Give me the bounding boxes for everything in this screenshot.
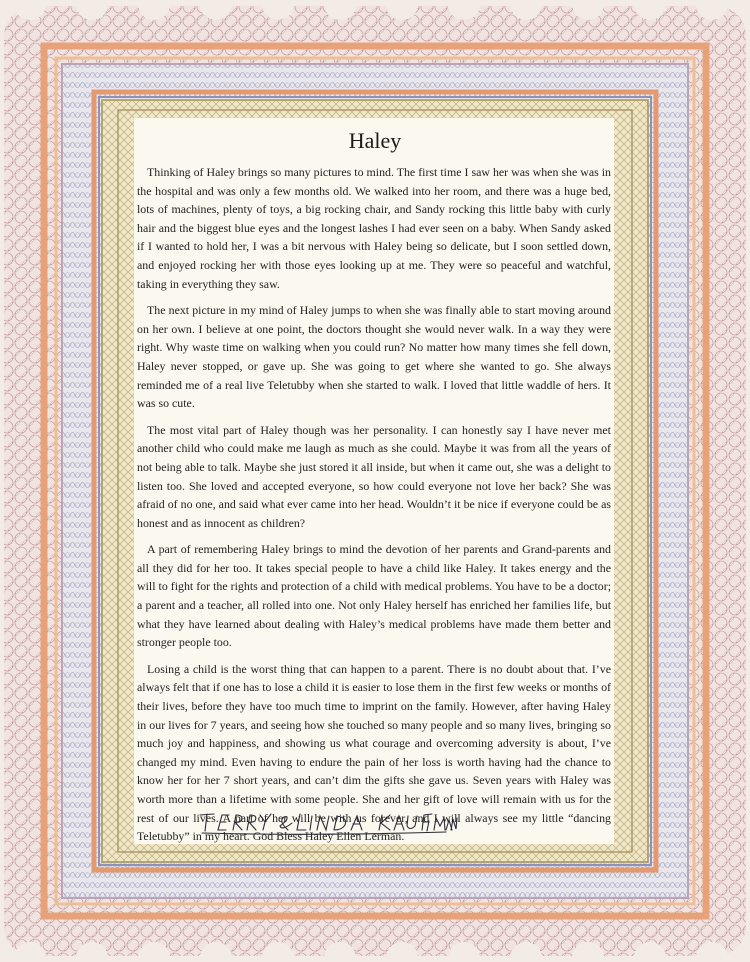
document-title: Haley <box>348 128 402 153</box>
paragraph: Losing a child is the worst thing that can happen to a parent. There is no doubt about that. I’ve always felt that if one has to lose a child it is easier to lose them in the first few weeks or months of their lives, before they have too much time to imprint on the family. However, after having Haley in our lives for 7 years, and seeing how she touched so many people and so many lives, bringing so much joy and happiness, and showing us what courage and overcoming adversity is about, I’ve changed my mind. Even having to endure the pain of her loss is worth having had the chance to know her for her 7 short years, and can’t dim the gifts she gave us. Seven years with Haley was worth more than a lifetime with some people. She and her gift of love will remain with us for the rest of our lives. A part of her will be with us forever, and I will always see my little “dancing Teletubby” in my heart. God Bless Haley Ellen Lerman. <box>137 661 611 844</box>
paragraph: The most vital part of Haley though was her personality. I can honestly say I have never met another child who could make me laugh as much as she could. Maybe it was from all the years of not being able to talk. Maybe she just stored it all inside, but when it came out, she was a delight to listen too. She loved and accepted everyone, so how could everyone not love her back? She was afraid of no one, and said what ever came into her head. Wouldn’t it be nice if everyone could be as honest and as innocent as children? <box>137 422 611 530</box>
handwritten-signature <box>196 809 458 837</box>
paragraph: The next picture in my mind of Haley jumps to when she was finally able to start moving around on her own. I believe at one point, the doctors thought she would never walk. In a way they were right. Why waste time on walking when you could run? No matter how many times she fell down, Haley never stopped, or gave up. She was going to get where she wanted to go. She always reminded me of a real live Teletubby when she started to walk. I loved that little waddle of hers. It was so cute. <box>137 303 611 411</box>
paragraph: A part of remembering Haley brings to mind the devotion of her parents and Grand-parents and all they did for her too. It takes special people to have a child like Haley. It takes energy and the will to fight for the rights and protection of a child with medical problems. You have to be a doctor; a parent and a teacher, all rolled into one. Not only Haley herself has enriched her families life, but what they have learned about dealing with Haley’s medical problems have made them better and stronger people too. <box>137 542 611 650</box>
paragraph: Thinking of Haley brings so many pictures to mind. The first time I saw her was when she was in the hospital and was only a few months old. We walked into her room, and there was a huge bed, lots of machines, plenty of toys, a big rocking chair, and Sandy rocking this little baby with curly hair and the biggest blue eyes and the longest lashes I had ever seen on a baby. When Sandy asked if I wanted to hold her, I was a bit nervous with Haley being so delicate, but I soon settled down, and enjoyed rocking her with those eyes looking up at me. They were so peaceful and watchful, taking in everything they saw. <box>137 165 611 291</box>
letter-body <box>137 163 611 854</box>
